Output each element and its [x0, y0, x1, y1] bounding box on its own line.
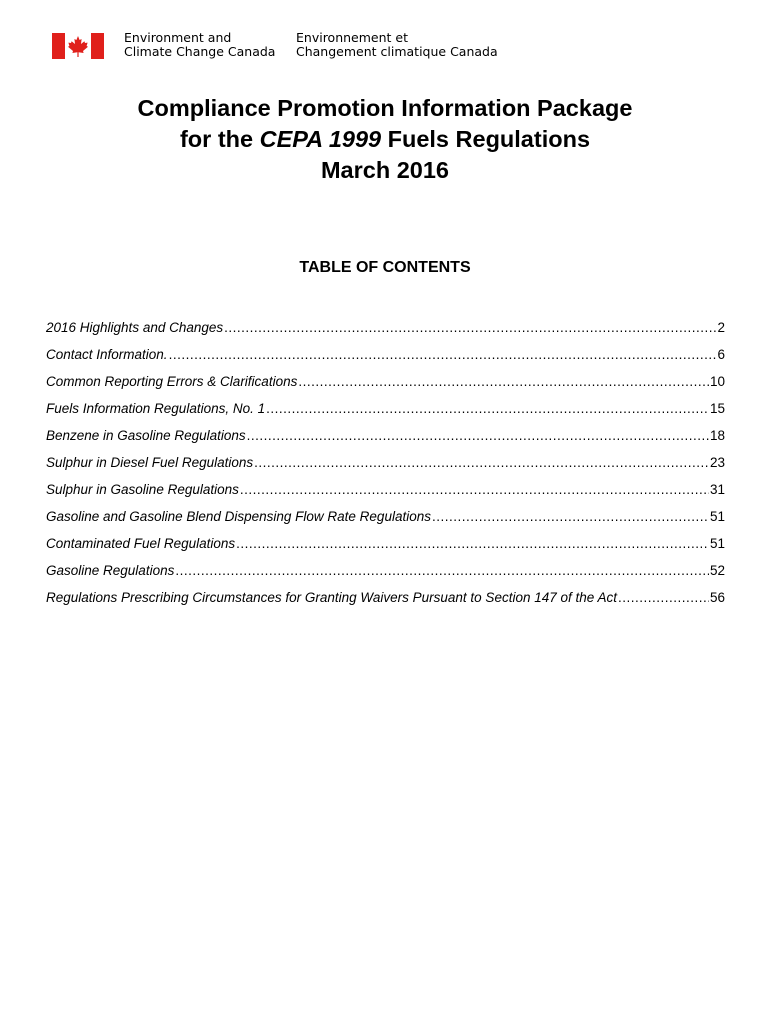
toc-entry-label: Contaminated Fuel Regulations — [46, 536, 236, 551]
toc-entry[interactable] — [46, 588, 725, 615]
toc-leader-dots — [236, 534, 709, 554]
document-title — [0, 93, 770, 186]
toc-entry-label: Gasoline and Gasoline Blend Dispensing Flow Rate Regulations — [46, 509, 431, 524]
toc-leader-dots — [432, 507, 709, 527]
toc-leader-dots — [254, 453, 709, 473]
title-date: March 2016 — [320, 157, 450, 183]
toc-entry-page-number: 2 — [717, 320, 725, 335]
toc-leader-dots — [247, 426, 709, 446]
department-fr-line2: Changement climatique Canada — [296, 44, 498, 59]
toc-entry-page-number: 10 — [709, 374, 725, 389]
department-en-line2: Climate Change Canada — [124, 44, 276, 59]
toc-entry-page-number: 31 — [709, 482, 725, 497]
department-name-french — [296, 31, 498, 59]
title-cepa-emphasis: CEPA 1999 — [259, 126, 382, 152]
toc-leader-dots — [169, 345, 717, 365]
department-en-line1: Environment and — [124, 30, 232, 45]
title-line-1: Compliance Promotion Information Package — [137, 95, 633, 121]
toc-entry-label: 2016 Highlights and Changes — [46, 320, 224, 335]
toc-entry[interactable] — [46, 561, 725, 588]
toc-entry[interactable] — [46, 453, 725, 480]
toc-leader-dots — [298, 372, 709, 392]
canada-flag-icon — [52, 33, 104, 59]
toc-entry[interactable] — [46, 372, 725, 399]
title-line-2-post: Fuels Regulations — [381, 126, 591, 152]
department-name-english — [124, 31, 275, 59]
toc-leader-dots — [175, 561, 709, 581]
toc-leader-dots — [224, 318, 716, 338]
toc-entry-label: Sulphur in Diesel Fuel Regulations — [46, 455, 254, 470]
title-line-2-pre: for the — [179, 126, 260, 152]
toc-entry[interactable] — [46, 345, 725, 372]
toc-entry[interactable] — [46, 534, 725, 561]
toc-entry-label: Benzene in Gasoline Regulations — [46, 428, 246, 443]
toc-entry-page-number: 51 — [709, 536, 725, 551]
table-of-contents — [46, 318, 725, 615]
toc-entry-label: Common Reporting Errors & Clarifications — [46, 374, 298, 389]
title-line-2 — [0, 124, 770, 155]
toc-entry-page-number: 56 — [709, 590, 725, 605]
toc-heading: TABLE OF CONTENTS — [299, 259, 471, 276]
toc-entry-page-number: 6 — [717, 347, 725, 362]
toc-leader-dots — [266, 399, 709, 419]
toc-entry[interactable] — [46, 480, 725, 507]
toc-entry[interactable] — [46, 426, 725, 453]
toc-entry-label: Fuels Information Regulations, No. 1 — [46, 401, 266, 416]
toc-entry-page-number: 18 — [709, 428, 725, 443]
toc-entry-label: Contact Information. — [46, 347, 168, 362]
toc-leader-dots — [240, 480, 709, 500]
toc-entry[interactable] — [46, 399, 725, 426]
toc-entry-label: Sulphur in Gasoline Regulations — [46, 482, 239, 497]
toc-entry[interactable] — [46, 318, 725, 345]
toc-entry-page-number: 52 — [709, 563, 725, 578]
department-fr-line1: Environnement et — [296, 30, 408, 45]
toc-entry-page-number: 15 — [709, 401, 725, 416]
toc-entry[interactable] — [46, 507, 725, 534]
toc-entry-label: Gasoline Regulations — [46, 563, 175, 578]
toc-entry-page-number: 23 — [709, 455, 725, 470]
toc-leader-dots — [618, 588, 709, 608]
toc-entry-label: Regulations Prescribing Circumstances for Granting Waivers Pursuant to Section 147 of the Act — [46, 590, 618, 605]
toc-entry-page-number: 51 — [709, 509, 725, 524]
